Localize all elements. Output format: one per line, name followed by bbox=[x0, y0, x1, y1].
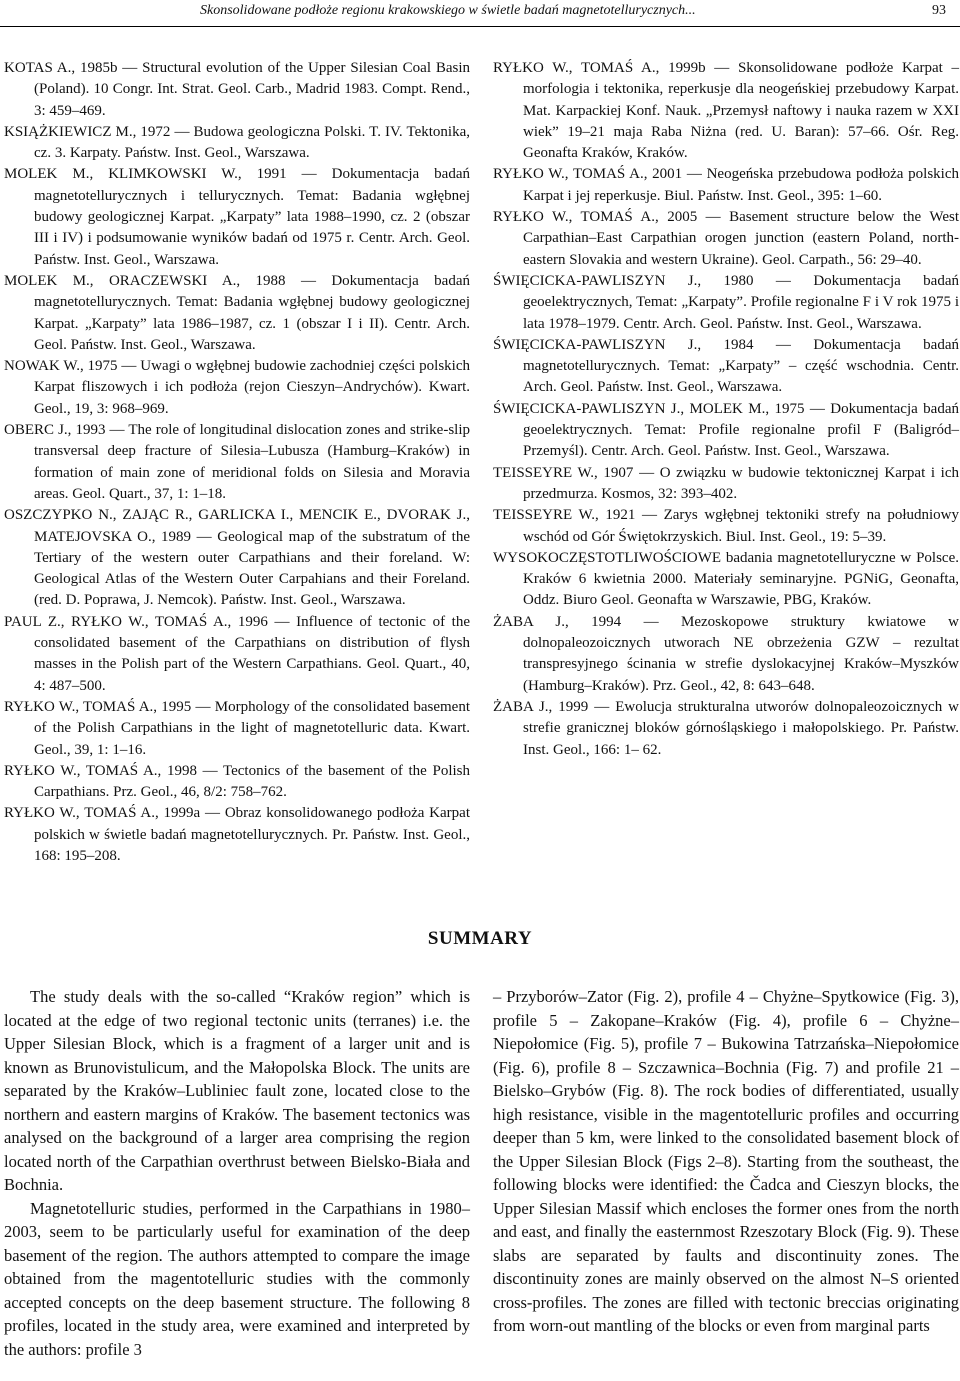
running-title: Skonsolidowane podłoże regionu krakowskiego w świetle badań magnetotellurycznych... bbox=[200, 3, 696, 18]
reference-entry: KSIĄŻKIEWICZ M., 1972 — Budowa geologiczna Polski. T. IV. Tektonika, cz. 3. Karpaty. Państw. Inst. Geol., Warszawa. bbox=[4, 123, 470, 162]
summary-paragraph: Magnetotelluric studies, performed in the Carpathians in 1980–2003, seem to be particularly useful for examination of the deep basement of the region. The authors attempted to compare the image obtained from the magentotelluric studies with the commonly accepted concepts on the deep basement structure. The following 8 profiles, located in the study area, were examined and interpreted by the authors: profile 3 bbox=[4, 1198, 470, 1359]
page-number: 93 bbox=[932, 3, 946, 18]
reference-entry: TEISSEYRE W., 1907 — O związku w budowie tektonicznej Karpat i ich przedmurza. Kosmos, 32: 393–402. bbox=[493, 464, 959, 502]
summary-paragraph: The study deals with the so-called “Kraków region” which is located at the edge of two regional tectonic units (terranes) i.e. the Upper Silesian Block, which is a fragment of a larger unit and is known as Brunovistulicum, and the Małopolska Block. The units are separated by the Kraków–Lubliniec fault zone, located close to the northern and eastern margins of Kraków. The basement tectonics was analysed on the background of a larger area comprising the region located north of the Carpathian overthrust between Bielsko-Biała and Bochnia. bbox=[4, 987, 470, 1194]
reference-entry: MOLEK M., KLIMKOWSKI W., 1991 — Dokumentacja badań magnetotellurycznych i tellurycznych. Temat: Badania wgłębnej budowy geologicznej Karpat. „Karpaty” lata 1988–1990, cz. 2 (obszar III i IV) i podsumowanie wyników badań od 1975 r. Centr. Arch. Geol. Państw. Inst. Geol., Warszawa. bbox=[4, 166, 470, 268]
reference-entry: NOWAK W., 1975 — Uwagi o wgłębnej budowie zachodniej części polskich Karpat fliszowych i ich podłoża (rejon Cieszyn–Andrychów). Kwart. Geol., 19, 3: 968–969. bbox=[4, 358, 470, 417]
reference-entry: ŚWIĘCICKA-PAWLISZYN J., 1980 — Dokumentacja badań geoelektrycznych, Temat: „Karpaty”. Profile regionalne F i V rok 1975 i lata 1978–1979. Centr. Arch. Geol. Państw. Inst. Geol., Warszawa. bbox=[493, 272, 959, 332]
reference-entry: OBERC J., 1993 — The role of longitudinal dislocation zones and strike-slip transversal deep fracture of Silesia–Lubusza (Hamburg–Kraków) in formation of main zone of meridional folds on Silesia and Moravia areas. Geol. Quart., 37, 1: 1–18. bbox=[4, 422, 470, 502]
references-left-column bbox=[4, 58, 470, 867]
reference-entry: WYSOKOCZĘSTOTLIWOŚCIOWE badania magnetotelluryczne w Polsce. Kraków 6 kwietnia 2000. Materiały seminaryjne. PGNiG, Geonafta, Oddz. Biuro Geol. Geonafta w Warszawie, PBG, Kraków. bbox=[493, 549, 959, 609]
reference-entry: RYŁKO W., TOMAŚ A., 1999b — Skonsolidowane podłoże Karpat – morfologia i tektonika, reperkusje dla neogeńskiej przebudowy Karpat. Mat. Karpackiej Konf. Nauk. „Przemysł naftowy i nauka razem w XXI wiek” 19–21 maja Raba Niżna (red. U. Baran): 57–66. Ośr. Reg. Geonafta Kraków, Kraków. bbox=[493, 60, 959, 162]
reference-entry: ŚWIĘCICKA-PAWLISZYN J., 1984 — Dokumentacja badań magnetotellurycznych. Temat: „Karpaty” – część wschodnia. Centr. Arch. Geol. Państw. Inst. Geol., Warszawa. bbox=[493, 336, 959, 396]
reference-entry: ŻABA J., 1999 — Ewolucja strukturalna utworów dolnopaleozoicznych w strefie granicznej bloków górnośląskiego i małopolskiego. Pr. Państw. Inst. Geol., 166: 1– 62. bbox=[493, 698, 959, 758]
summary-right-column bbox=[493, 985, 959, 1338]
reference-entry: RYŁKO W., TOMAŚ A., 1998 — Tectonics of the basement of the Polish Carpathians. Prz. Geol., 46, 8/2: 758–762. bbox=[4, 762, 470, 801]
summary-left-column bbox=[4, 985, 470, 1361]
reference-entry: TEISSEYRE W., 1921 — Zarys wgłębnej tektoniki strefy na południowy wschód od Gór Świętokrzyskich. Biul. Inst. Geol., 19: 5–39. bbox=[493, 507, 959, 545]
reference-entry: ŚWIĘCICKA-PAWLISZYN J., MOLEK M., 1975 — Dokumentacja badań geoelektrycznych. Temat: Profile regionalne profil F (Baligród–Przemyśl). Centr. Arch. Geol. Państw. Inst. Geol., Warszawa. bbox=[493, 400, 959, 460]
reference-entry: RYŁKO W., TOMAŚ A., 2001 — Neogeńska przebudowa podłoża polskich Karpat i jej reperkusje. Biul. Państw. Inst. Geol., 395: 1–60. bbox=[493, 166, 959, 204]
summary-heading: SUMMARY bbox=[427, 928, 533, 949]
running-header bbox=[0, 0, 960, 27]
reference-entry: OSZCZYPKO N., ZAJĄC R., GARLICKA I., MENCIK E., DVORAK J., MATEJOVSKA O., 1989 — Geological map of the substratum of the Tertiary of the western outer Carpathians and their foreland. W: Geological Atlas of the Western Outer Carpahians and their Foreland. (red. D. Poprawa, J. Nemcok). Państw. Inst. Geol., Warszawa. bbox=[4, 507, 470, 609]
reference-entry: MOLEK M., ORACZEWSKI A., 1988 — Dokumentacja badań magnetotellurycznych. Temat: Badania wgłębnej budowy geologicznej Karpat. „Karpaty” lata 1986–1987, cz. 1 (obszar I i II). Centr. Arch. Geol. Państw. Inst. Geol., Warszawa. bbox=[4, 272, 470, 353]
reference-entry: ŻABA J., 1994 — Mezoskopowe struktury kwiatowe w dolnopaleozoicznych utworach NE obrzeżenia GZW – rezultat transpresyjnego ścinania w strefie dyslokacyjnej Kraków–Myszków (Hamburg–Kraków). Prz. Geol., 42, 8: 643–648. bbox=[493, 613, 959, 694]
references-right-column bbox=[493, 58, 959, 761]
reference-entry: KOTAS A., 1985b — Structural evolution of the Upper Silesian Coal Basin (Poland). 10 Congr. Int. Strat. Geol. Carb., Madrid 1983. Compt. Rend., 3: 459–469. bbox=[4, 60, 470, 119]
reference-entry: RYŁKO W., TOMAŚ A., 1999a — Obraz konsolidowanego podłoża Karpat polskich w świetle badań magnetotellurycznych. Pr. Państw. Inst. Geol., 168: 195–208. bbox=[4, 805, 470, 864]
summary-paragraph: – Przyborów–Zator (Fig. 2), profile 4 – Chyżne–Spytkowice (Fig. 3), profile 5 – Zakopane–Kraków (Fig. 4), profile 6 – Chyżne–Niepołomice (Fig. 5), profile 7 – Bukowina Tatrzańska–Niepołomice (Fig. 6), profile 8 – Szczawnica–Bochnia (Fig. 7) and profile 21 – Bielsko–Grybów (Fig. 8). The rock bodies of differentiated, usually high resistance, visible in the magentotelluric profiles and occurring deeper than 5 km, were linked to the consolidated basement block of the Upper Silesian Block (Figs 2–8). Starting from the southeast, the following blocks were identified: the Čadca and Cieszyn blocks, the Upper Silesian Massif which encloses the former ones from the north and east, and finally the easternmost Rzeszotary Block (Fig. 9). These slabs are separated by faults and discontinuity zones. The discontinuity zones are mainly observed on the almost N–S oriented cross-profiles. The zones are filled with tectonic breccias originating from worn-out mantling of the blocks or even from marginal parts bbox=[493, 987, 959, 1335]
reference-entry: PAUL Z., RYŁKO W., TOMAŚ A., 1996 — Influence of tectonic of the consolidated basement of the Carpathians on distribution of flysh masses in the Polish part of the Western Carpathians. Geol. Quart., 40, 4: 487–500. bbox=[4, 613, 470, 694]
reference-entry: RYŁKO W., TOMAŚ A., 2005 — Basement structure below the West Carpathian–East Carpathian orogen junction (eastern Poland, north-eastern Slovakia and western Ukraine). Geol. Carpath., 56: 29–40. bbox=[493, 209, 959, 268]
reference-entry: RYŁKO W., TOMAŚ A., 1995 — Morphology of the consolidated basement of the Polish Carpathians in the light of magnetotelluric data. Kwart. Geol., 39, 1: 1–16. bbox=[4, 698, 470, 758]
